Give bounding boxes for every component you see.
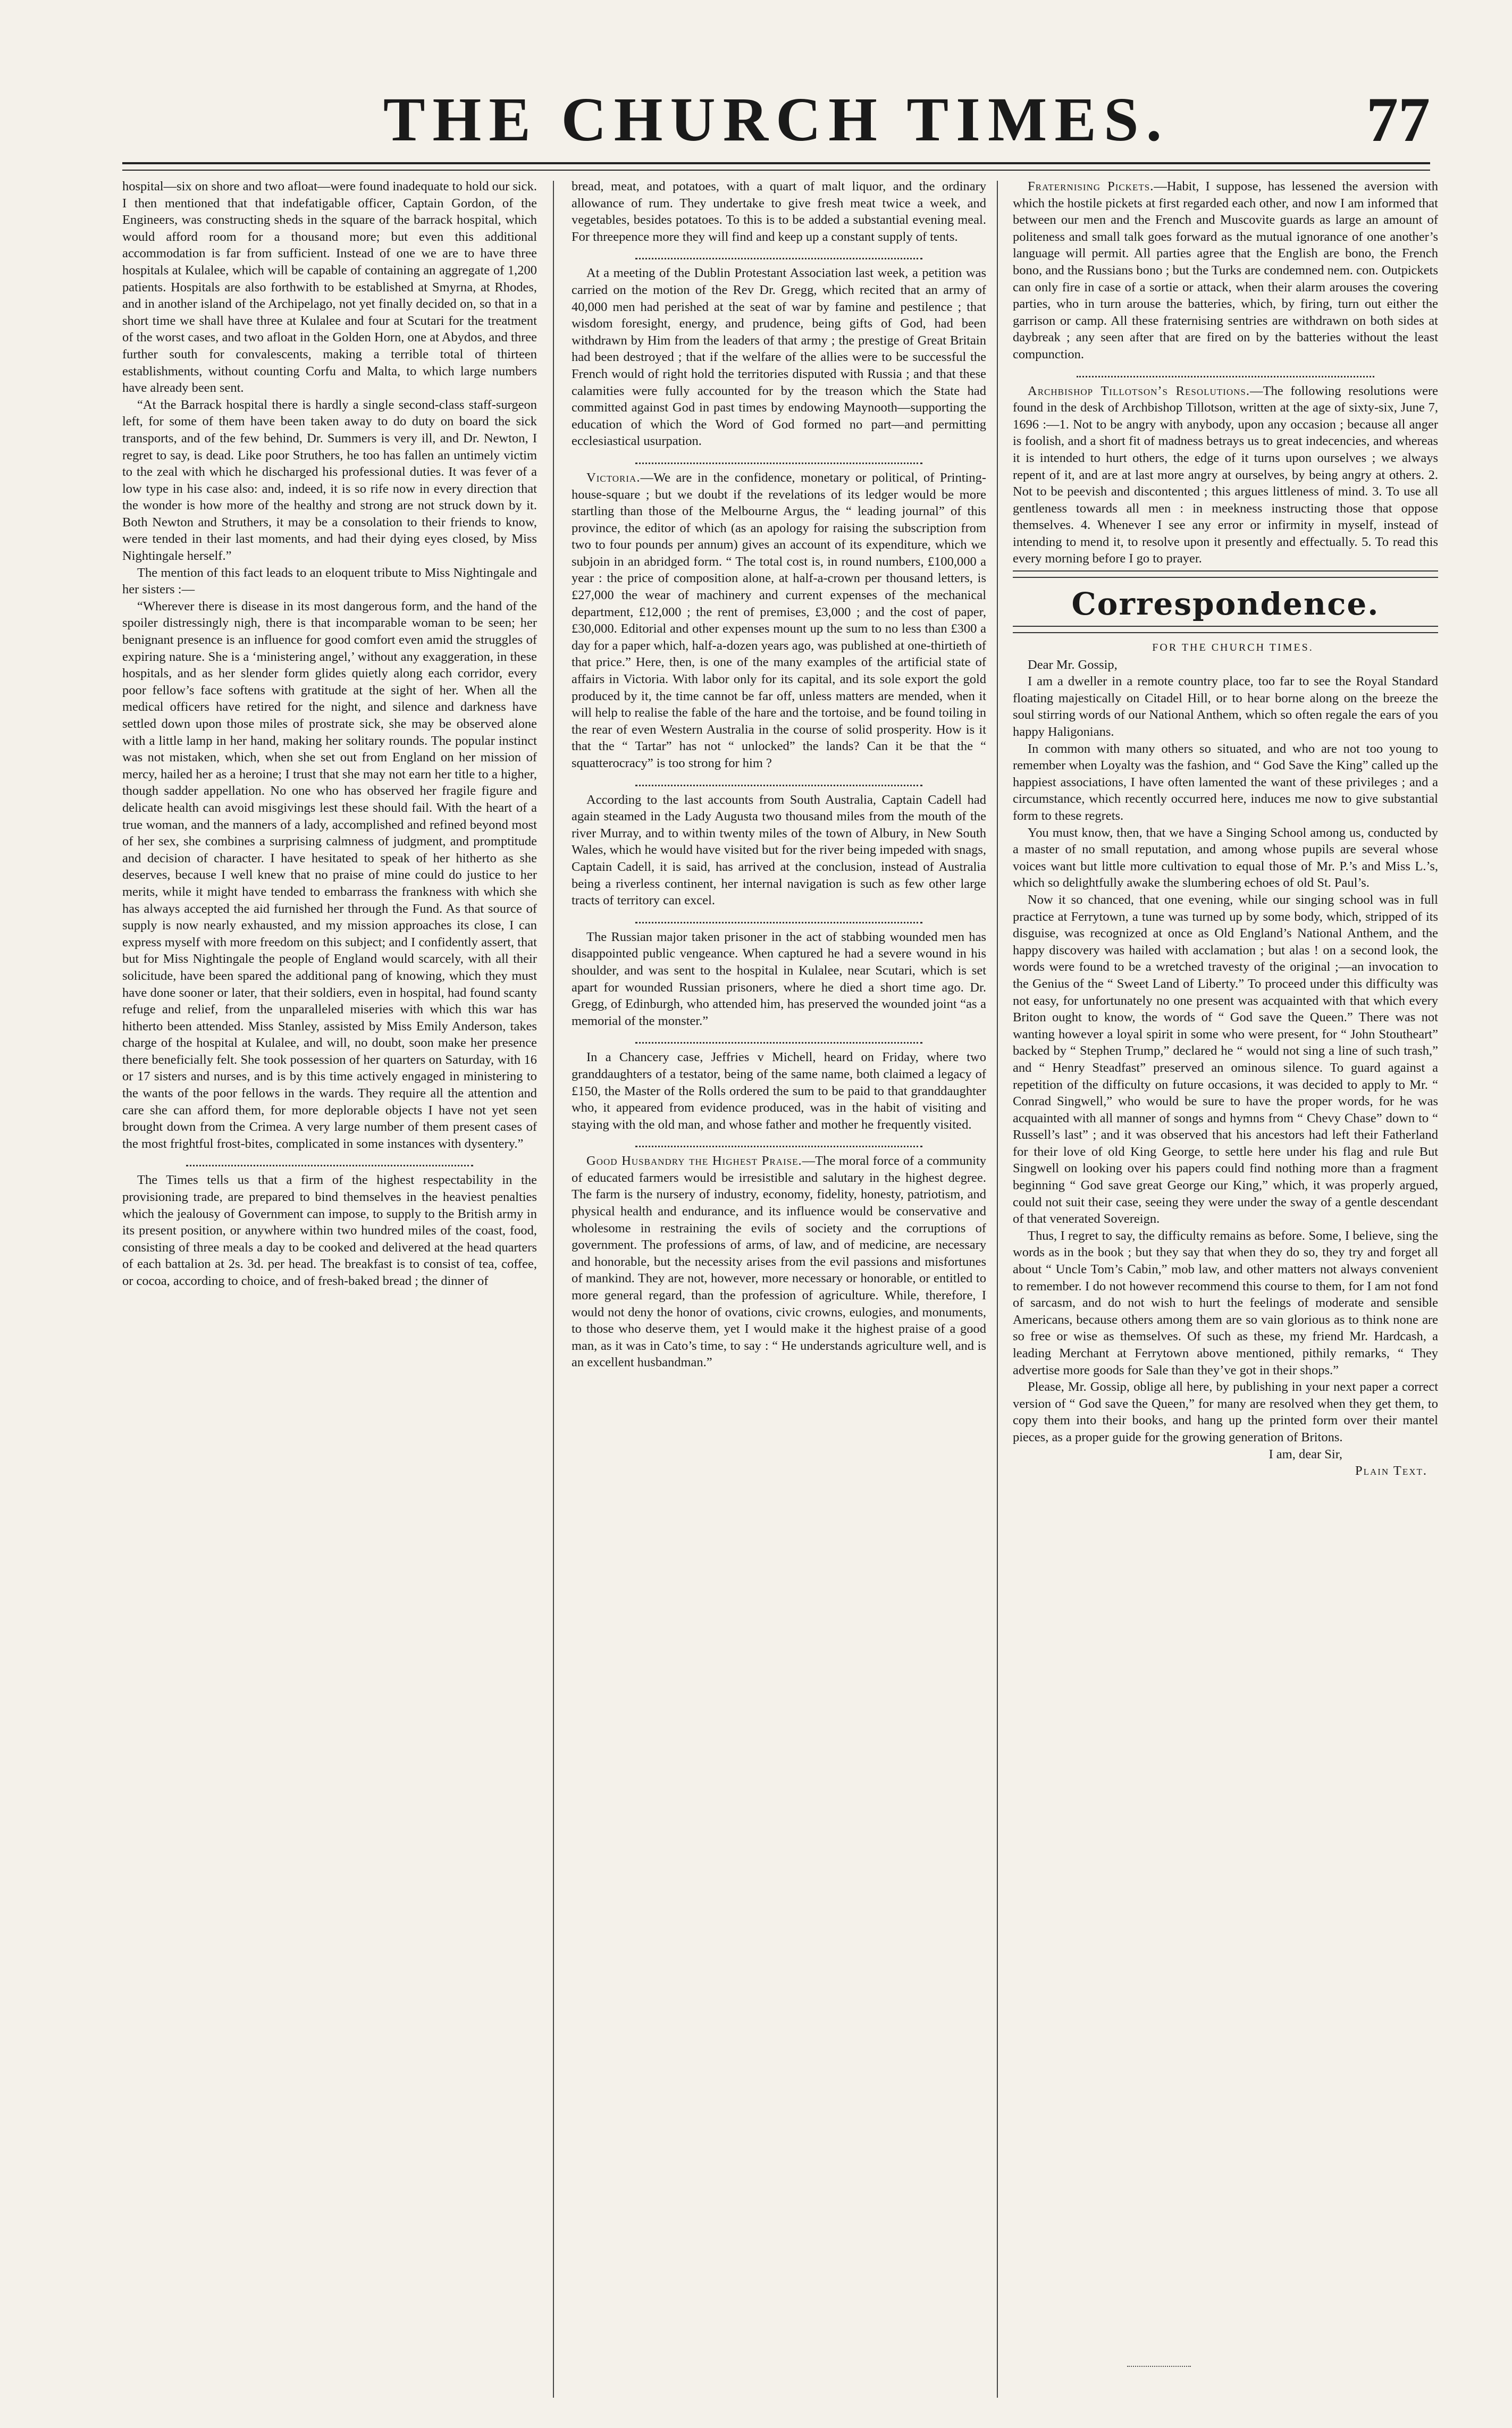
paragraph-text: Please, Mr. Gossip, oblige all here, by publishing in your next paper a correct version of “ God save the Queen,” for many are resolved when they get them, to copy them into their books, and hang up the printed form over their mantel pieces, as a proper guide for the growing generation of Britons.	[1013, 1380, 1438, 1444]
section-rule	[1013, 570, 1438, 578]
paragraph-text: hospital—six on shore and two afloat—were found inadequate to hold our sick. I then mentioned that that indefatigable officer, Captain Gordon, of the Engineers, was constructing sheds in the square of the barrack hospital, which would afford room for a thousand more; but even this additional accommodation is far from sufficient. Instead of one we are to have three hospitals at Kulalee, which will be capable of containing an aggregate of 1,200 patients. Hospitals are also forthwith to be established at Smyrna, at Rhodes, and in another island of the Archipelago, not yet finally decided on, so that in a short time we shall have three at Kulalee and four at Scutari for the treatment of the worst cases, and two afloat in the Golden Horn, one at Abydos, and three further south for convalescents, making a terrible total of thirteen establishments, without counting Corfu and Malta, to which large numbers have already been sent.	[122, 179, 537, 396]
paragraph-text: —Habit, I suppose, has lessened the aversion with which the hostile pickets at first regarded each other, and now I am informed that between our men and the French and Muscovite guards as large an amount of politeness and small talk goes forward as the mutual ignorance of one another’s language will permit. All parties agree that the English are bono, the French bono, and the Russians bono ; but the Turks are condemned nem. con. Outpickets can only fire in case of a sortie or attack, when their alarm arouses the covering parties, who in turn arouse the batteries, which, by firing, turn out either the garrison or camp. All these fraternising sentries are withdrawn on both sides at daybreak ; any seen after that are fired on by the batteries without the least compunction.	[1013, 179, 1438, 362]
page-number: 77	[1366, 84, 1430, 155]
article-paragraph	[572, 178, 986, 245]
section-separator	[635, 914, 922, 923]
paragraph-text: The Times tells us that a firm of the highest respectability in the provisioning trade, are prepared to bind themselves in the heaviest penalties which the jealousy of Government can impose, to supply to the British army in its present position, or anywhere within two hundred miles of the coast, food, consisting of three meals a day to be cooked and delivered at the head quarters of each battalion at 2s. 3d. per head. The breakfast is to consist of tea, coffee, or cocoa, according to choice, and of fresh-baked bread ; the dinner of	[122, 1173, 537, 1288]
section-separator	[635, 1138, 922, 1147]
article-paragraph	[1013, 673, 1438, 740]
section-separator	[635, 250, 922, 259]
article-paragraph	[1013, 741, 1438, 825]
paragraph-text: At a meeting of the Dublin Protestant Association last week, a petition was carried on the motion of the Rev Dr. Gregg, which recited that an army of 40,000 men had perished at the seat of war by famine and pestilence ; that wisdom foresight, energy, and prudence, being gifts of God, had been withdrawn by Him from the leaders of that army ; the prestige of Great Britain had been destroyed ; that if the welfare of the allies were to be successful the French would of right hold the territories disputed with Russia ; and that these calamities were fully accounted for by the treason which the State had committed against God in past times by endowing Maynooth—supporting the education of which the Word of God formed no part—and permitting ecclesiastical usurpation.	[572, 266, 986, 449]
article-paragraph	[572, 469, 986, 772]
article-paragraph	[122, 598, 537, 1153]
column-left	[122, 178, 537, 2411]
paragraph-text: The mention of this fact leads to an eloquent tribute to Miss Nightingale and her sisters :—	[122, 565, 537, 597]
masthead	[122, 80, 1430, 170]
paragraph-text: In a Chancery case, Jeffries v Michell, heard on Friday, where two granddaughters of a testator, being of the same name, both claimed a legacy of £150, the Master of the Rolls ordered the sum to be paid to that granddaughter who, it appeared from evidence produced, was in the habit of visiting and staying with the old man, and whose father and mother he frequently visited.	[572, 1050, 986, 1132]
paragraph-text: Dear Mr. Gossip,	[1028, 657, 1118, 672]
paragraph-text: I am, dear Sir,	[1269, 1447, 1342, 1461]
article-paragraph	[572, 1153, 986, 1371]
article-paragraph	[572, 792, 986, 909]
column-middle	[572, 178, 986, 2411]
paragraph-lead: Archbishop Tillotson’s Resolutions.	[1028, 383, 1250, 398]
paragraph-text: “Wherever there is disease in its most dangerous form, and the hand of the spoiler distressingly nigh, there is that incomparable woman to be seen; her benignant presence is an influence for good comfort even amid the struggles of expiring nature. She is a ‘ministering angel,’ without any exaggeration, in these hospitals, and as her slender form glides quietly along each corridor, every poor fellow’s face softens with gratitude at the sight of her. When all the medical officers have retired for the night, and silence and darkness have settled down upon those miles of prostrate sick, she may be observed alone with a little lamp in her hand, making her solitary rounds. The popular instinct was not mistaken, which, when she set out from England on her mission of mercy, hailed her as a heroine; I trust that she may not earn her title to a higher, though sadder appellation. No one who has observed her fragile figure and delicate health can avoid misgivings lest these should fail. With the heart of a true woman, and the manners of a lady, accomplished and refined beyond most of her sex, she combines a surprising calmness of judgment, and promptitude and decision of character. I have hesitated to speak of her hitherto as she deserves, because I well knew that no praise of mine could do justice to her merits, while it might have tended to embarrass the frankness with which she has always accepted the aid furnished her through the Fund. As that source of supply is now nearly exhausted, and my mission approaches its close, I can express myself with more freedom on this subject; and I confidently assert, that but for Miss Nightingale the people of England would scarcely, with all their solicitude, have been spared the additional pang of knowing, which they must have done sooner or later, that their soldiers, even in hospital, had found scanty refuge and relief, from the unparalleled miseries with which this war has hitherto been attended. Miss Stanley, assisted by Miss Emily Anderson, takes charge of the hospital at Kulalee, and will, no doubt, soon make her presence there beneficially felt. She took possession of her quarters on Saturday, with 16 or 17 sisters and nurses, and is by this time actively engaged in ministering to the wants of the poor fellows in the wards. They require all the attention and care she can afford them, for more deplorable objects I have not yet seen brought down from the Crimea. A very large number of them present cases of the most frightful frost-bites, complicated in some instances with dysentery.”	[122, 599, 537, 1151]
section-separator	[1077, 368, 1374, 377]
section-rule	[1013, 626, 1438, 633]
paragraph-lead: Good Husbandry the Highest Praise.	[586, 1154, 802, 1169]
article-paragraph	[572, 929, 986, 1030]
column-divider	[997, 181, 998, 2398]
letter-salutation	[1013, 657, 1438, 674]
section-separator	[186, 1157, 473, 1166]
paragraph-text: I am a dweller in a remote country place, too far to see the Royal Standard floating majestically on Citadel Hill, or to hear borne along on the breeze the soul stirring words of our National Anthem, which so often regale the ears of you happy Haligonians.	[1013, 674, 1438, 740]
paragraph-text: In common with many others so situated, and who are not too young to remember when Loyalty was the fashion, and “ God Save the King” called up the happiest associations, I have often lamented the want of these privileges ; and a circumstance, which recently occurred here, induces me now to give substantial form to these regrets.	[1013, 741, 1438, 823]
paragraph-lead: Victoria.	[586, 470, 641, 485]
paragraph-text: bread, meat, and potatoes, with a quart of malt liquor, and the ordinary allowance of rum. They undertake to give fresh meat twice a week, and vegetables, besides potatoes. To this is to be added a substantial evening meal. For threepence more they will find and keep up a constant supply of tents.	[572, 179, 986, 244]
section-subhead	[1013, 640, 1438, 657]
paragraph-text: Plain Text.	[1355, 1464, 1427, 1478]
paragraph-text: —We are in the confidence, monetary or political, of Printing-house-square ; but we doubt if the revelations of its ledger would be more startling than those of the Melbourne Argus, the “ leading journal” of this province, the editor of which (as an apology for raising the subscription from two to four pounds per annum) gives an account of its expenditure, which we subjoin in an abridged form. “ The total cost is, in round numbers, £100,000 a year : the price of composition alone, at half-a-crown per thousand letters, is £27,000 the wear of machinery and current expenses of the mechanical department, £12,000 ; the rent of premises, £3,000 ; and the cost of paper, £30,000. Editorial and other expenses mount up the sum to no less than £300 a day for a paper which, half-a-dozen years ago, was published at one-thirtieth of that price.” Here, then, is one of the many examples of the artificial state of affairs in Victoria. With labor only for its capital, and its sole export the gold produced by it, the time cannot be far off, unless matters are mended, when it will help to realise the fable of the hare and the tortoise, and be found toiling in the rear of even Western Australia in the course of solid prosperity. How is it that the “ Tartar” has not “ unlocked” the lands? Can it be that the “ squatterocracy” is too strong for him ?	[572, 470, 986, 770]
masthead-title: THE CHURCH TIMES.	[383, 85, 1170, 154]
article-paragraph	[1013, 892, 1438, 1228]
paragraph-text: “At the Barrack hospital there is hardly a single second-class staff-surgeon left, for some of them have been taken away to do duty on board the sick transports, and of the few behind, Dr. Summers is very ill, and Dr. Newton, I regret to say, is dead. Like poor Struthers, he too has fallen an untimely victim to the zeal with which he discharged his professional duties. It was fever of a low type in his case also: and, indeed, it is so rife now in every direction that the wonder is how more of the healthy and strong are not struck down by it. Both Newton and Struthers, it may be a consolation to their friends to know, were tended in their last moments, and had their dying eyes closed, by Miss Nightingale herself.”	[122, 397, 537, 564]
paragraph-text: You must know, then, that we have a Singing School among us, conducted by a master of no small reputation, and among whose pupils are several whose voices want but little more cultivation to equal those of Mr. P.’s and Miss L.’s, which so delightfully awake the slumbering echoes of old St. Paul’s.	[1013, 825, 1438, 890]
article-paragraph	[122, 565, 537, 598]
article-paragraph	[1013, 1379, 1438, 1446]
footer-ornament	[1127, 2350, 1191, 2367]
article-paragraph	[122, 1172, 537, 1289]
article-paragraph	[1013, 383, 1438, 568]
section-title: Correspondence.	[1071, 586, 1380, 623]
article-paragraph	[1013, 178, 1438, 363]
article-paragraph	[1013, 1228, 1438, 1379]
article-paragraph	[572, 1049, 986, 1133]
section-separator	[635, 455, 922, 464]
paragraph-text: Now it so chanced, that one evening, while our singing school was in full practice at Ferrytown, a tune was turned up by some body, which, stripped of its disguise, was recognized at once as Old England’s National Anthem, and the happy discovery was hailed with acclamation ; but alas ! on a second look, the words were found to be a wretched travesty of the original ;—an invocation to the Genius of the “ Sweet Land of Liberty.” To proceed under this difficulty was not easy, for unfortunately no one present was acquainted with that which every Briton ought to know, the words of “ God save the Queen.” There was not wanting however a loyal spirit in some who were present, for “ John Stoutheart” backed by “ Stephen Trump,” declared he “ would not sing a line of such trash,” and “ Henry Steadfast” preserved an ominous silence. To guard against a repetition of the difficulty on future occasions, it was decided to apply to Mr. “ Conrad Singwell,” who would be sure to have the proper words, for he was acquainted with all manner of songs and hymns from “ Chevy Chase” down to “ Russell’s last” ; and it was observed that his ancestors had left their Fatherland for their love of old King George, to settle here under his flag and rule But Singwell on looking over his papers could find nothing more than a fragment beginning “ God save great George our King,” which, it was properly argued, could not suit their case, seeing they were under the sway of a gentle descendant of that venerated Sovereign.	[1013, 892, 1438, 1226]
article-paragraph	[572, 265, 986, 450]
paragraph-text: FOR THE CHURCH TIMES.	[1152, 642, 1314, 654]
column-divider	[553, 181, 554, 2398]
article-paragraph	[122, 397, 537, 565]
letter-signature	[1013, 1463, 1438, 1480]
article-paragraph	[122, 178, 537, 397]
paragraph-text: —The moral force of a community of educated farmers would be irresistible and salutary in the highest degree. The farm is the nursery of industry, economy, fidelity, honesty, patriotism, and physical health and endurance, and its influence would be conservative and wholesome in restraining the evils of society and the corruptions of government. The professions of arms, of law, and of medicine, are necessary and honorable, but the necessity arises from the evil passions and misfortunes of mankind. They are not, however, more necessary or honorable, or entitled to more general regard, than the profession of agriculture. While, therefore, I would not deny the honor of ovations, civic crowns, eulogies, and monuments, to those who deserve them, yet I would make it the highest praise of a good man, as it was in Cato’s time, to say : “ He understands agriculture well, and is an excellent husbandman.”	[572, 1154, 986, 1370]
section-separator	[635, 1035, 922, 1044]
section-separator	[635, 777, 922, 786]
column-right	[1013, 178, 1438, 2411]
paragraph-lead: Fraternising Pickets.	[1028, 179, 1154, 194]
masthead-rule	[122, 162, 1430, 171]
paragraph-text: The Russian major taken prisoner in the act of stabbing wounded men has disappointed public vengeance. When captured he had a severe wound in his shoulder, and was sent to the hospital in Kulalee, near Scutari, which is set apart for wounded Russian prisoners, where he died a short time ago. Dr. Gregg, of Edinburgh, who attended him, has preserved the wounded joint “as a memorial of the monster.”	[572, 929, 986, 1028]
article-paragraph	[1013, 825, 1438, 892]
paragraph-text: According to the last accounts from South Australia, Captain Cadell had again steamed in the Lady Augusta two thousand miles from the mouth of the river Murray, and to within twenty miles of the town of Albury, in New South Wales, which he would have visited but for the river being impeded with snags, Captain Cadell, it is said, has arrived at the conclusion, instead of Australia being a riverless continent, her internal navigation is such as few other large tracts of territory can excel.	[572, 792, 986, 908]
paragraph-text: Thus, I regret to say, the difficulty remains as before. Some, I believe, sing the words as in the book ; but they say that when they do so, they try and forget all about “ Uncle Tom’s Cabin,” mob law, and other matters not always convenient to remember. I do not however recommend this course to them, for I am not fond of sarcasm, and do not wish to hurt the feelings of moderate and sensible Americans, because others among them are so vain glorious as to think none are so free or wise as themselves. Of such as these, my friend Mr. Hardcash, a leading Merchant at Ferrytown above mentioned, pithily remarks, “ They advertise more goods for Sale than they’ve got in their shops.”	[1013, 1228, 1438, 1377]
letter-closing	[1013, 1446, 1438, 1463]
paragraph-text: —The following resolutions were found in the desk of Archbishop Tillotson, written at the age of sixty-six, June 7, 1696 :—1. Not to be angry with anybody, upon any occasion ; because all anger is foolish, and a short fit of madness betrays us to great indecencies, and whereas it is intended to hurt others, the edge of it turns upon ourselves ; we always repent of it, and are at last more angry at ourselves, by being angry at others. 2. Not to be peevish and discontented ; this argues littleness of mind. 3. To use all gentleness towards all men : in meekness instructing those that oppose themselves. 4. Whenever I see any error or infirmity in myself, instead of intending to mend it, to resolve upon it presently and effectually. 5. To read this every morning before I go to prayer.	[1013, 383, 1438, 566]
